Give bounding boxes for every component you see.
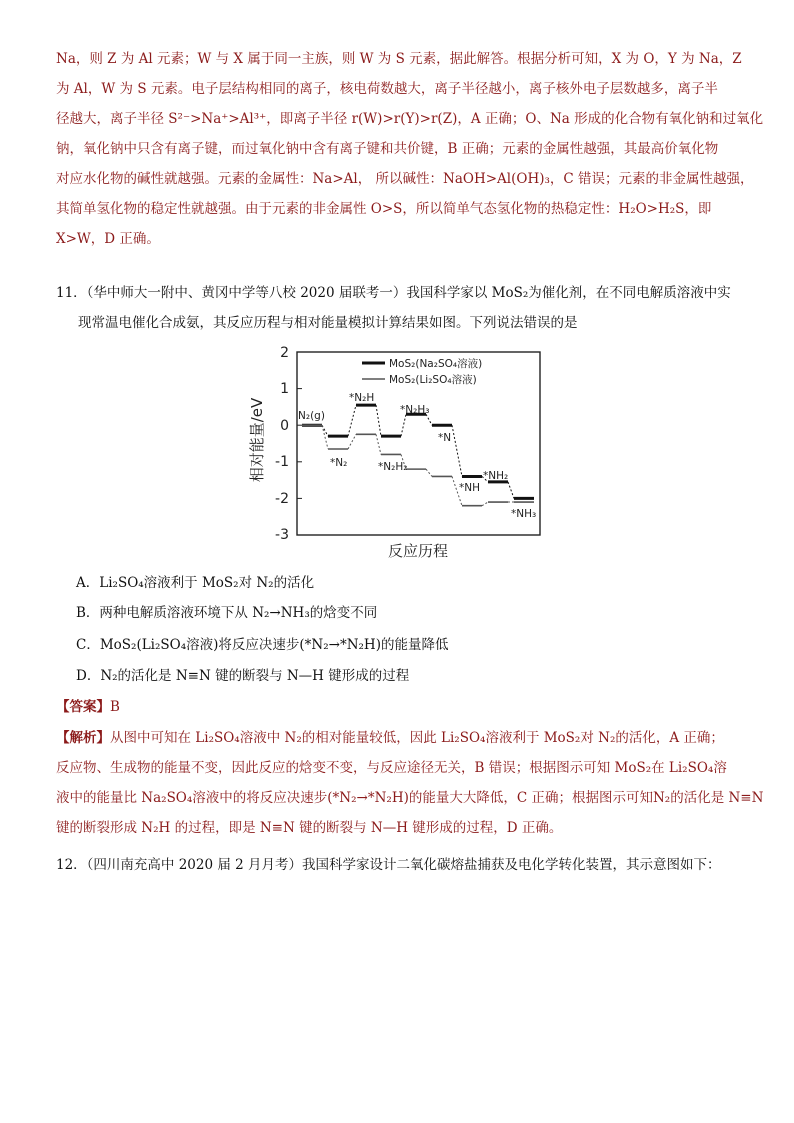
- connector-series-1-step-2: [376, 434, 381, 454]
- question-11-line-2: 现常温电催化合成氨，其反应历程与相对能量模拟计算结果如图。下列说法错误的是: [78, 315, 578, 331]
- connector-series-0-step-2: [376, 405, 381, 436]
- y-tick-label: 0: [280, 418, 289, 434]
- series-layer: [302, 405, 534, 506]
- species-label-nh: *NH: [459, 482, 480, 494]
- previous-analysis-line: 其简单氢化物的稳定性就越强。由于元素的非金属性 O>S，所以简单气态氢化物的热稳定性：H₂O>H₂S，即: [56, 201, 712, 217]
- answer-line: [56, 692, 746, 722]
- species-label-n2h: *N₂H: [349, 392, 375, 404]
- analysis-tag: 【解析】: [56, 730, 110, 746]
- species-label-n: *N: [438, 432, 452, 444]
- previous-analysis-line: 径越大，离子半径 S²⁻>Na⁺>Al³⁺，即离子半径 r(W)>r(Y)>r(Z)，A 正确；O、Na 形成的化合物有氧化钠和过氧化: [56, 111, 764, 127]
- answer-tag: 【答案】: [56, 699, 110, 715]
- connector-series-0-step-3: [401, 414, 406, 436]
- y-tick-label: -3: [275, 527, 289, 543]
- question-11-line-1: 11．（华中师大一附中、黄冈中学等八校 2020 届联考一）我国科学家以 MoS₂为催化剂，在不同电解质溶液中实: [56, 285, 731, 301]
- previous-analysis-line: X>W，D 正确。: [56, 231, 160, 247]
- species-label-n2g: N₂(g): [298, 410, 325, 422]
- option-d: D．N₂的活化是 N≡N 键的断裂与 N—H 键形成的过程: [76, 668, 410, 684]
- analysis-line: 液中的能量比 Na₂SO₄溶液中的将反应决速步(*N₂→*N₂H)的能量大大降低，C 正确；根据图示可知N₂的活化是 N≡N: [56, 790, 764, 806]
- connector-series-1-step-1: [348, 434, 356, 449]
- question-12-line-1: 12．（四川南充高中 2020 届 2 月月考）我国科学家设计二氧化碳熔盐捕获及电化学转化装置，其示意图如下：: [56, 857, 721, 873]
- previous-analysis: [56, 44, 764, 254]
- connector-series-1-step-4: [426, 469, 432, 476]
- option-c: C．MoS₂(Li₂SO₄溶液)将反应决速步(*N₂→*N₂H)的能量降低: [76, 637, 449, 653]
- species-label-n2h2: *N₂H₂: [378, 461, 408, 473]
- analysis-line: 反应物、生成物的能量不变，因此反应的焓变不变，与反应途径无关，B 错误；根据图示可知 MoS₂在 Li₂SO₄溶: [56, 760, 727, 776]
- connector-series-0-step-7: [508, 482, 514, 498]
- species-label-nh2: *NH₂: [483, 470, 509, 482]
- previous-analysis-line: 钠，氧化钠中只含有离子键，而过氧化钠中含有离子键和共价键，B 正确；元素的金属性越强，其最高价氧化物: [56, 141, 719, 157]
- previous-analysis-line: 为 Al，W 为 S 元素。电子层结构相同的离子，核电荷数越大，离子半径越小，离子核外电子层数越多，离子半: [56, 81, 718, 97]
- species-label-nh3: *NH₃: [511, 508, 537, 520]
- question-11-stem: [56, 278, 746, 338]
- analysis-line: 从图中可知在 Li₂SO₄溶液中 N₂的相对能量较低，因此 Li₂SO₄溶液利于 MoS₂对 N₂的活化，A 正确；: [110, 730, 724, 746]
- species-label-n2h3: *N₂H₃: [400, 404, 430, 416]
- analysis-line: 键的断裂形成 N₂H 的过程，即是 N≡N 键的断裂与 N—H 键形成的过程，D 正确。: [56, 820, 563, 836]
- y-tick-label: 2: [280, 345, 289, 361]
- legend-label-li2so4: MoS₂(Li₂SO₄溶液): [389, 374, 477, 386]
- question-12-stem: [56, 850, 746, 880]
- energy-profile-chart: [0, 340, 794, 570]
- answer-value: B: [110, 699, 120, 715]
- legend-label-na2so4: MoS₂(Na₂SO₄溶液): [389, 358, 483, 370]
- connector-series-0-step-5: [452, 425, 462, 476]
- previous-analysis-line: 对应水化物的碱性就越强。元素的金属性：Na>Al， 所以碱性：NaOH>Al(OH)₃，C 错误；元素的非金属性越强，: [56, 171, 754, 187]
- species-label-n2: *N₂: [330, 457, 348, 469]
- question-11-analysis: [56, 723, 764, 843]
- connector-series-1-step-0: [322, 425, 328, 449]
- previous-analysis-line: Na，则 Z 为 Al 元素；W 与 X 属于同一主族，则 W 为 S 元素，据此解答。根据分析可知，X 为 O，Y 为 Na，Z: [56, 51, 742, 67]
- y-tick-label: -1: [275, 454, 289, 470]
- y-tick-label: 1: [280, 381, 289, 397]
- y-tick-label: -2: [275, 491, 289, 507]
- x-axis-label: 反应历程: [387, 542, 449, 560]
- option-a: A．Li₂SO₄溶液利于 MoS₂对 N₂的活化: [76, 575, 315, 591]
- connector-series-1-step-6: [482, 502, 488, 506]
- connector-series-0-step-1: [348, 405, 356, 436]
- option-b: B．两种电解质溶液环境下从 N₂→NH₃的焓变不同: [76, 605, 378, 621]
- y-axis-label: 相对能量/eV: [248, 397, 266, 483]
- y-tick-marks: [297, 352, 302, 498]
